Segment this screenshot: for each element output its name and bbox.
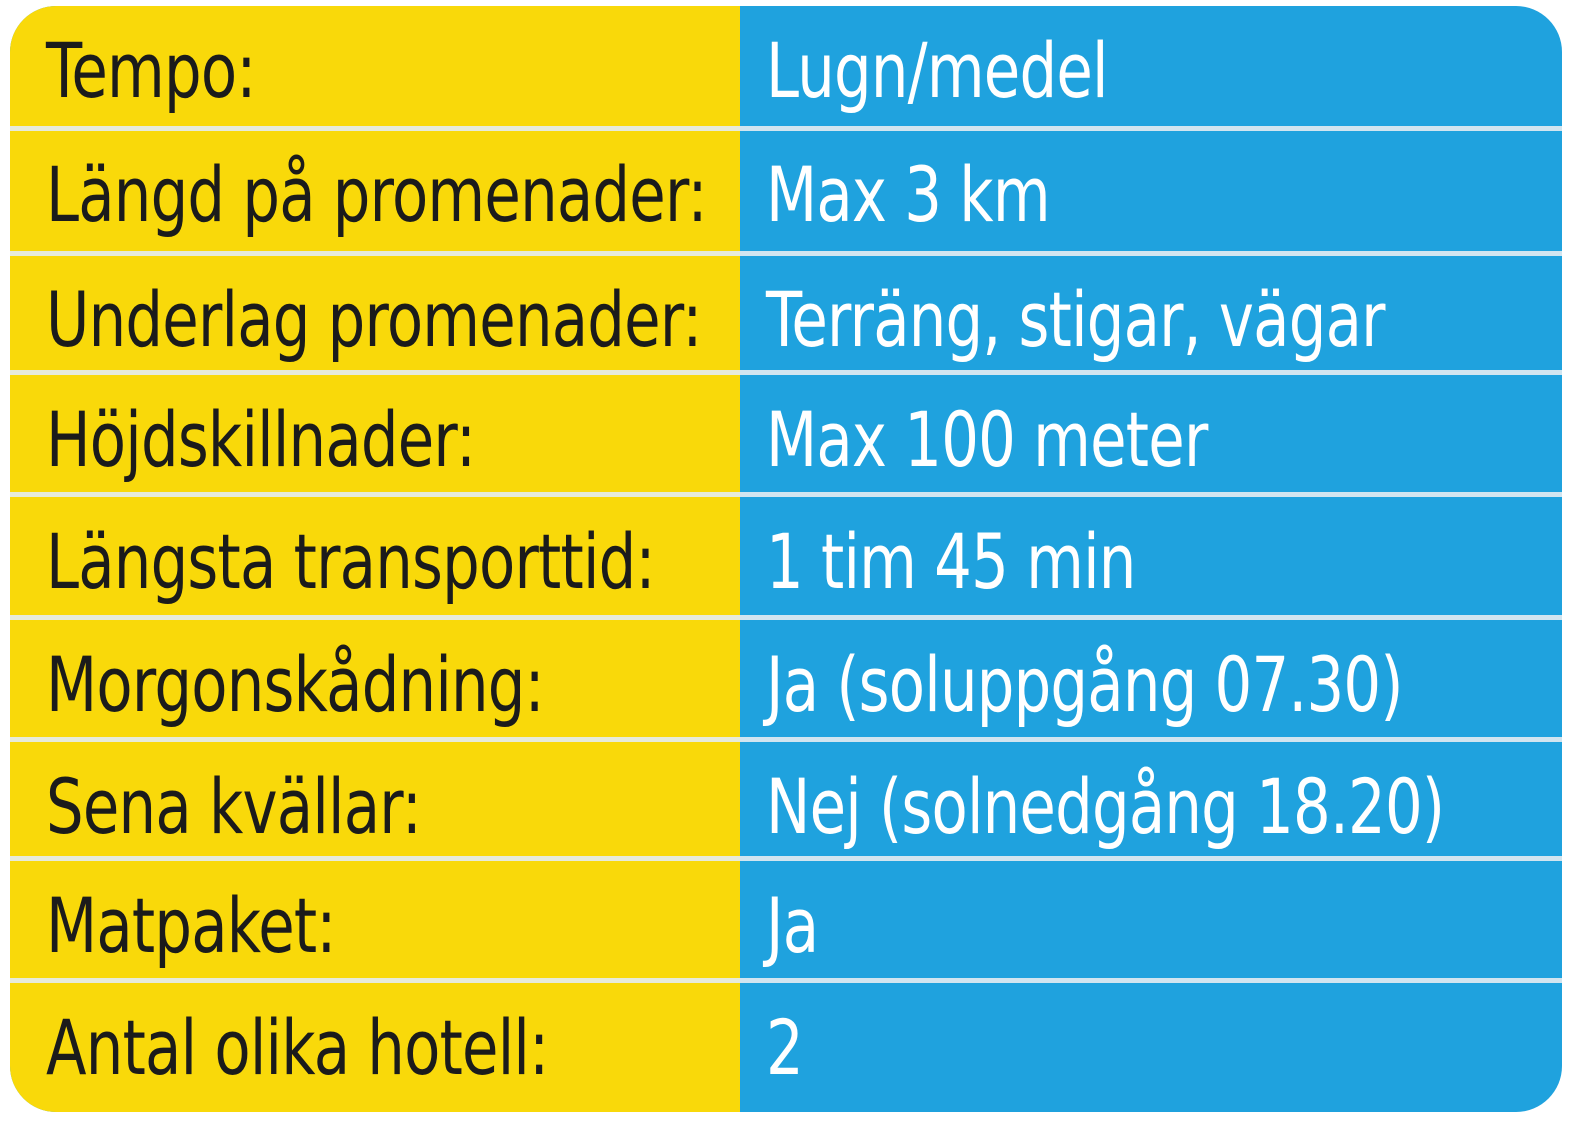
- row-label: Tempo:: [46, 26, 256, 115]
- table-row-late-evenings: [10, 742, 1562, 860]
- row-label: Morgonskådning:: [46, 640, 544, 729]
- row-label: Underlag promenader:: [46, 275, 702, 364]
- row-value: Terräng, stigar, vägar: [766, 275, 1385, 364]
- table-row-hotel-count: [10, 983, 1562, 1101]
- table-row-morning-watching: [10, 620, 1562, 738]
- row-label: Höjdskillnader:: [46, 395, 476, 484]
- table-row-walk-surface: [10, 255, 1562, 373]
- row-value: Ja: [766, 881, 819, 970]
- row-value: Ja (soluppgång 07.30): [766, 640, 1403, 729]
- row-label: Matpaket:: [46, 881, 336, 970]
- row-value: Max 100 meter: [766, 395, 1208, 484]
- table-row-tempo: [10, 6, 1562, 124]
- table-row-walk-length: [10, 130, 1562, 248]
- row-value: Max 3 km: [766, 150, 1050, 239]
- row-label: Längsta transporttid:: [46, 517, 655, 606]
- table-row-elevation: [10, 375, 1562, 493]
- row-value: 2: [766, 1003, 803, 1092]
- table-row-transport-time: [10, 497, 1562, 615]
- table-row-packed-lunch: [10, 861, 1562, 979]
- info-table: [10, 6, 1562, 1112]
- row-label: Sena kvällar:: [46, 762, 422, 851]
- row-label: Antal olika hotell:: [46, 1003, 549, 1092]
- table-rows: [10, 6, 1562, 1112]
- row-value: 1 tim 45 min: [766, 517, 1136, 606]
- row-value: Nej (solnedgång 18.20): [766, 762, 1445, 851]
- row-value: Lugn/medel: [766, 26, 1108, 115]
- row-label: Längd på promenader:: [46, 150, 707, 239]
